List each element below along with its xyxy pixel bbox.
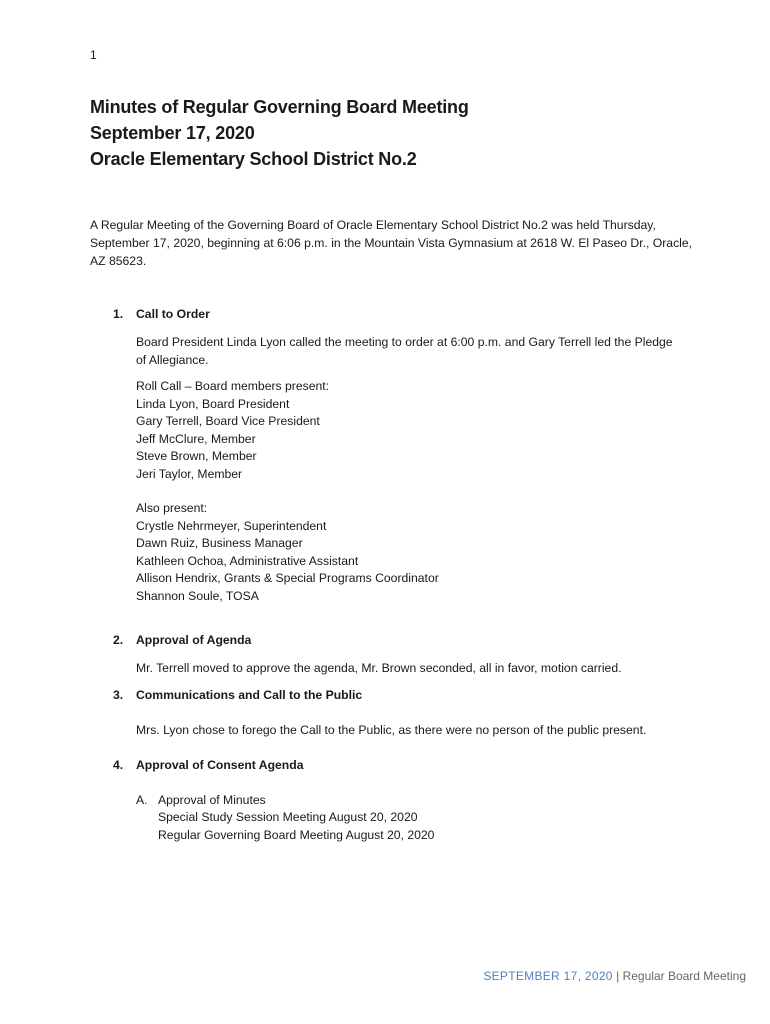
section-number: 2. bbox=[113, 633, 124, 647]
consent-item-a-lines bbox=[158, 809, 434, 844]
section-number: 3. bbox=[113, 688, 124, 702]
section-title: Call to Order bbox=[136, 307, 210, 321]
document-title bbox=[90, 94, 469, 172]
list-line: Dawn Ruiz, Business Manager bbox=[136, 536, 303, 550]
list-line: Shannon Soule, TOSA bbox=[136, 588, 259, 603]
footer-label: Regular Board Meeting bbox=[622, 969, 746, 983]
list-line: Roll Call – Board members present: bbox=[136, 379, 330, 393]
list-line: Allison Hendrix, Grants & Special Programs Coordinator bbox=[136, 571, 439, 585]
list-line: Regular Governing Board Meeting August 20, 2020 bbox=[158, 827, 435, 842]
section-3-heading bbox=[113, 688, 362, 702]
item-letter: A. bbox=[136, 793, 148, 807]
call-to-order-paragraph: Board President Linda Lyon called the meeting to order at 6:00 p.m. and Gary Terrell led the Pledge of Allegiance. bbox=[136, 335, 673, 367]
page-footer bbox=[483, 969, 746, 983]
section-title: Approval of Agenda bbox=[136, 633, 252, 647]
title-line-2: September 17, 2020 bbox=[90, 123, 255, 143]
section-number: 4. bbox=[113, 758, 124, 772]
list-line: Jeff McClure, Member bbox=[136, 431, 256, 446]
intro-paragraph: A Regular Meeting of the Governing Board of Oracle Elementary School District No.2 was held Thursday, September 17, 2020, beginning at 6:06 p.m. in the Mountain Vista Gymnasium at 2618 W. El Paseo Dr., Oracle, AZ 85623. bbox=[90, 218, 693, 268]
list-line: Kathleen Ochoa, Administrative Assistant bbox=[136, 553, 359, 568]
title-line-3: Oracle Elementary School District No.2 bbox=[90, 149, 417, 169]
section-1-heading bbox=[113, 307, 210, 321]
page-number: 1 bbox=[90, 48, 97, 62]
section-number: 1. bbox=[113, 307, 124, 321]
footer-separator: | bbox=[616, 969, 620, 983]
list-line: Linda Lyon, Board President bbox=[136, 396, 290, 411]
footer-date: SEPTEMBER 17, 2020 bbox=[483, 969, 613, 983]
title-line-1: Minutes of Regular Governing Board Meeting bbox=[90, 97, 469, 117]
item-title: Approval of Minutes bbox=[158, 793, 266, 807]
list-line: Steve Brown, Member bbox=[136, 449, 257, 463]
call-to-public-text: Mrs. Lyon chose to forego the Call to the Public, as there were no person of the public present. bbox=[136, 723, 647, 737]
section-2-heading bbox=[113, 633, 251, 647]
list-line: Also present: bbox=[136, 501, 208, 515]
section-title: Communications and Call to the Public bbox=[136, 688, 363, 702]
section-title: Approval of Consent Agenda bbox=[136, 758, 304, 772]
list-line: Gary Terrell, Board Vice President bbox=[136, 414, 320, 428]
agenda-approval-text: Mr. Terrell moved to approve the agenda, Mr. Brown seconded, all in favor, motion carried. bbox=[136, 661, 622, 675]
list-line: Jeri Taylor, Member bbox=[136, 466, 243, 481]
also-present-list bbox=[136, 500, 439, 605]
list-line: Crystle Nehrmeyer, Superintendent bbox=[136, 518, 327, 533]
roll-call-list bbox=[136, 378, 329, 483]
section-4-heading bbox=[113, 758, 303, 772]
list-line: Special Study Session Meeting August 20, 2020 bbox=[158, 810, 418, 824]
consent-item-a bbox=[136, 792, 266, 810]
